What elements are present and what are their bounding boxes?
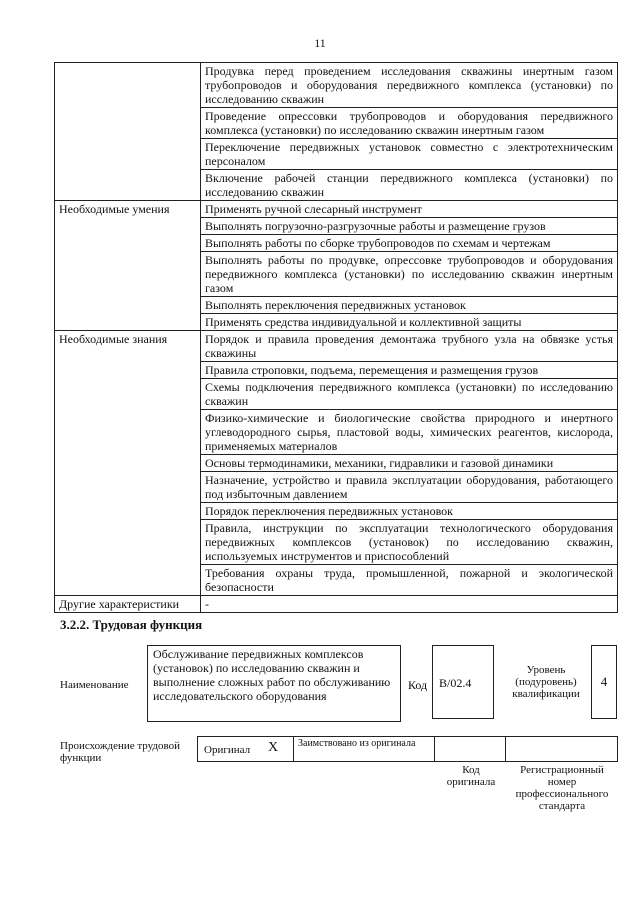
row-item: Правила, инструкции по эксплуатации технологического оборудования передвижных комплексов (установок) по исследованию скважин, используемых инструментов и приспособлений — [201, 520, 618, 565]
row-item: Проведение опрессовки трубопроводов и оборудования передвижного комплекса (установки) по исследованию скважин инертным газом — [201, 108, 618, 139]
table-row — [55, 331, 618, 362]
row-item: - — [201, 596, 618, 613]
original-cell — [197, 736, 294, 762]
registration-number-cell — [505, 736, 618, 762]
page-number: 11 — [314, 36, 326, 50]
code-label: Код — [408, 678, 428, 692]
competency-table — [54, 62, 618, 613]
level-label: Уровень (подуровень) квалификации — [512, 664, 580, 700]
row-item: Требования охраны труда, промышленной, пожарной и экологической безопасности — [201, 565, 618, 596]
original-code-cell — [434, 736, 506, 762]
table-row — [55, 201, 618, 218]
row-label: Необходимые знания — [55, 331, 201, 596]
table-row — [55, 63, 618, 108]
row-item: Переключение передвижных установок совместно с электротехническим персоналом — [201, 139, 618, 170]
row-item: Правила строповки, подъема, перемещения и размещения грузов — [201, 362, 618, 379]
original-label: Оригинал — [204, 744, 251, 756]
code-caption: Код оригинала — [446, 764, 496, 788]
function-code-box: B/02.4 — [432, 645, 494, 719]
row-item: Применять средства индивидуальной и коллективной защиты — [201, 314, 618, 331]
row-item: Выполнять переключения передвижных установок — [201, 297, 618, 314]
borrowed-cell — [293, 736, 435, 762]
row-label: Другие характеристики — [55, 596, 201, 613]
registration-caption: Регистрационный номер профессионального стандарта — [515, 764, 609, 812]
row-item: Выполнять работы по продувке, опрессовке трубопроводов и оборудования передвижного комплекса (установки) по исследованию скважин инертным газом — [201, 252, 618, 297]
row-item: Назначение, устройство и правила эксплуатации оборудования, работающего под избыточным давлением — [201, 472, 618, 503]
row-item: Схемы подключения передвижного комплекса (установки) по исследованию скважин — [201, 379, 618, 410]
level-box: 4 — [591, 645, 617, 719]
name-label: Наименование — [60, 679, 129, 691]
row-item: Продувка перед проведением исследования скважины инертным газом трубопроводов и оборудования передвижного комплекса (установки) по исследованию скважин — [201, 63, 618, 108]
row-item: Порядок переключения передвижных установок — [201, 503, 618, 520]
function-name-box: Обслуживание передвижных комплексов (установок) по исследованию скважин и выполнение сложных работ по обслуживанию исследовательского оборудования — [147, 645, 401, 722]
row-item: Физико-химические и биологические свойства природного и инертного углеводородного сырья, пластовой воды, химических реагентов, кислорода, применяемых материалов — [201, 410, 618, 455]
row-item: Порядок и правила проведения демонтажа трубного узла на обвязке устья скважины — [201, 331, 618, 362]
row-item: Применять ручной слесарный инструмент — [201, 201, 618, 218]
section-title: 3.2.2. Трудовая функция — [60, 617, 203, 632]
borrowed-label: Заимствовано из оригинала — [298, 738, 416, 749]
row-item: Включение рабочей станции передвижного комплекса (установки) по исследованию скважин — [201, 170, 618, 201]
row-label: Необходимые умения — [55, 201, 201, 331]
row-item: Основы термодинамики, механики, гидравлики и газовой динамики — [201, 455, 618, 472]
table-row — [55, 596, 618, 613]
row-item: Выполнять погрузочно-разгрузочные работы и размещение грузов — [201, 218, 618, 235]
original-mark: X — [268, 740, 279, 755]
origin-label: Происхождение трудовой функции — [60, 740, 181, 764]
row-item: Выполнять работы по сборке трубопроводов по схемам и чертежам — [201, 235, 618, 252]
row-label — [55, 63, 201, 201]
